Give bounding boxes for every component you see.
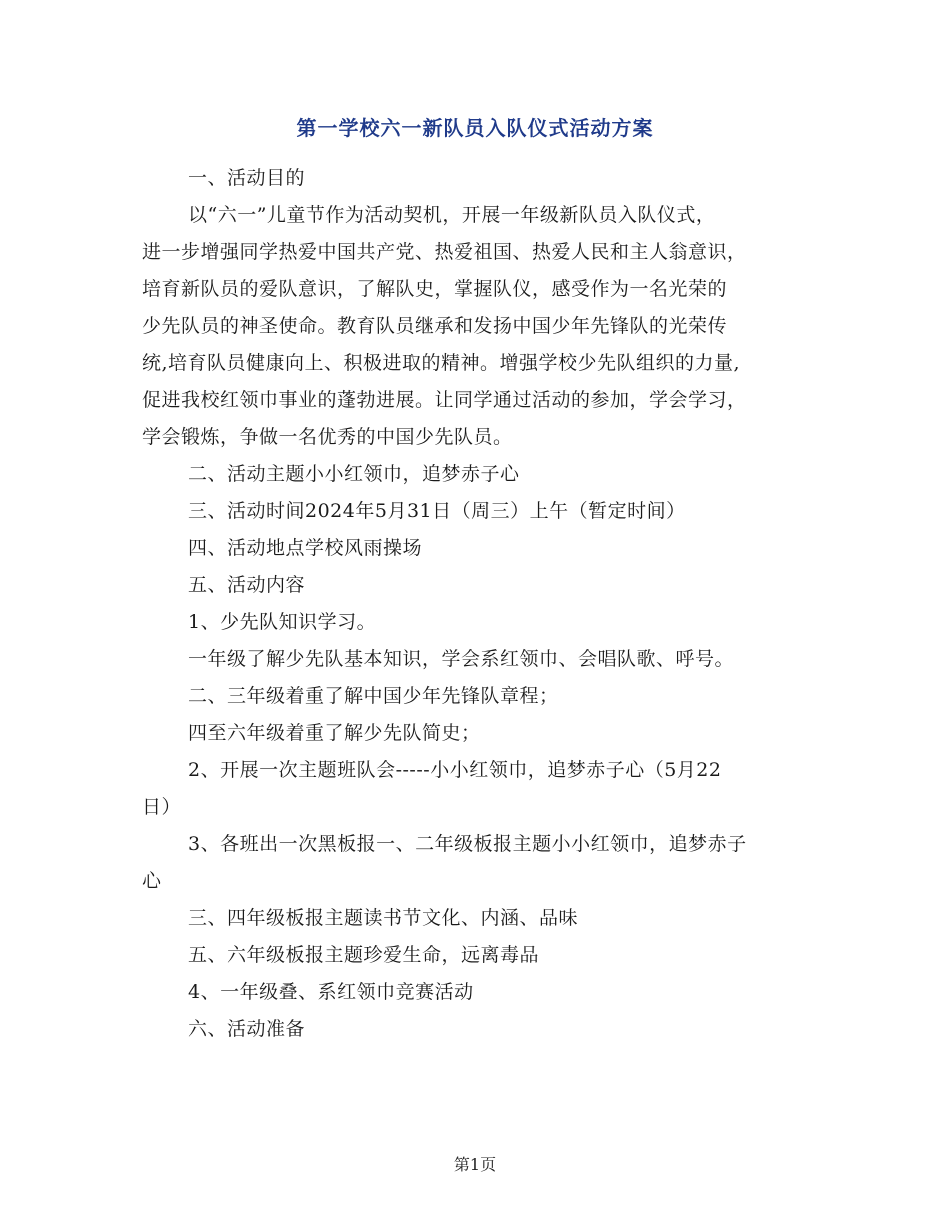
text-line: 四、活动地点学校风雨操场: [188, 537, 423, 559]
page-number: 第1页: [453, 1155, 497, 1174]
text-line: 三、活动时间2024年5月31日（周三）上午（暂定时间）: [188, 500, 686, 522]
text-line: 五、六年级板报主题珍爱生命，远离毒品: [188, 944, 540, 966]
text-line: 促进我校红领巾事业的蓬勃进展。让同学通过活动的参加，学会学习，: [142, 389, 747, 411]
text-line: 2、开展一次主题班队会-----小小红领巾，追梦赤子心（5月22: [188, 759, 722, 781]
text-line: 三、四年级板报主题读书节文化、内涵、品味: [188, 907, 579, 929]
text-line: 4、一年级叠、系红领巾竞赛活动: [188, 981, 474, 1003]
text-line: 以“六一”儿童节作为活动契机，开展一年级新队员入队仪式，: [188, 204, 716, 226]
text-line: 二、三年级着重了解中国少年先锋队章程；: [188, 685, 559, 707]
text-line: 培育新队员的爱队意识，了解队史，掌握队仪，感受作为一名光荣的: [142, 278, 728, 300]
document-title: 第一学校六一新队员入队仪式活动方案: [296, 116, 654, 140]
text-line: 五、活动内容: [188, 574, 306, 596]
text-line: 1、少先队知识学习。: [188, 611, 377, 633]
text-line: 六、活动准备: [188, 1018, 306, 1040]
text-line: 学会锻炼，争做一名优秀的中国少先队员。: [142, 426, 513, 448]
text-line: 日）: [142, 796, 182, 818]
text-line: 3、各班出一次黑板报一、二年级板报主题小小红领巾，追梦赤子: [188, 833, 747, 855]
text-line: 心: [142, 870, 162, 892]
text-line: 少先队员的神圣使命。教育队员继承和发扬中国少年先锋队的光荣传: [142, 315, 728, 337]
text-line: 一、活动目的: [188, 167, 306, 189]
text-line: 四至六年级着重了解少先队简史；: [188, 722, 481, 744]
document-body: [142, 160, 814, 1048]
text-line: 统,培育队员健康向上、积极进取的精神。增强学校少先队组织的力量,: [142, 352, 741, 374]
text-line: 进一步增强同学热爱中国共产党、热爱祖国、热爱人民和主人翁意识，: [142, 241, 747, 263]
text-line: 二、活动主题小小红领巾，追梦赤子心: [188, 463, 520, 485]
text-line: 一年级了解少先队基本知识，学会系红领巾、会唱队歌、呼号。: [188, 648, 735, 670]
